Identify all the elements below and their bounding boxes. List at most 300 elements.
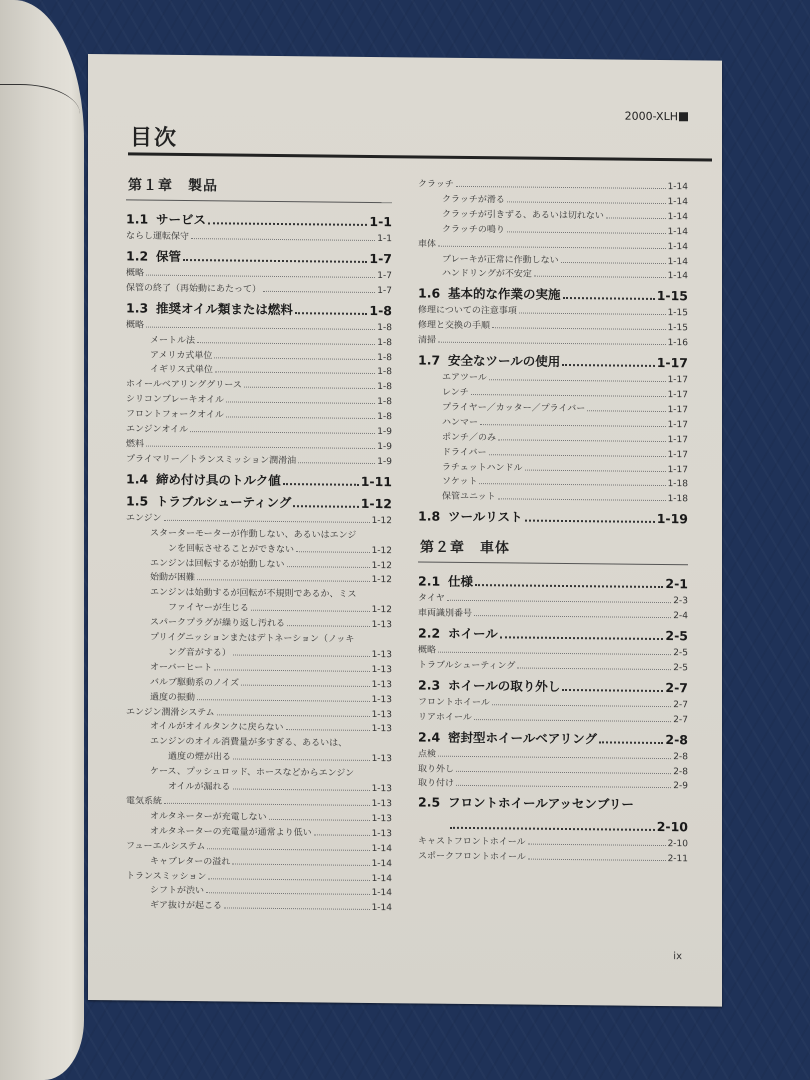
entry-label: スポークフロントホイール xyxy=(418,851,526,863)
entry-label: スパークプラグが繰り返し汚れる xyxy=(150,617,286,630)
dot-leader xyxy=(197,580,370,583)
toc-entry[interactable] xyxy=(418,607,688,625)
dot-leader xyxy=(456,186,666,189)
page-ref: 2-3 xyxy=(673,596,688,607)
page-ref: 1-17 xyxy=(667,404,688,416)
toc-entry[interactable] xyxy=(126,229,392,247)
page-ref: 1-8 xyxy=(377,337,392,348)
entry-label: シフトが渋い xyxy=(150,886,205,897)
page-ref: 1-12 xyxy=(371,575,392,586)
entry-label: 点検 xyxy=(418,749,437,760)
entry-label: フロントホイール xyxy=(418,697,490,709)
dot-leader xyxy=(562,364,654,367)
dot-leader xyxy=(507,231,666,234)
page-ref: 1-14 xyxy=(667,196,688,208)
page-ref: 1-1 xyxy=(377,234,392,245)
page-ref: 1-7 xyxy=(369,250,392,267)
dot-leader xyxy=(534,276,666,278)
dot-leader xyxy=(241,684,369,686)
entry-label: ハンマー xyxy=(442,417,479,428)
entry-label xyxy=(126,490,291,513)
toc-entry[interactable] xyxy=(418,814,688,838)
dot-leader xyxy=(474,719,671,722)
dot-leader xyxy=(208,222,367,226)
dot-leader xyxy=(492,704,671,707)
toc-entry[interactable] xyxy=(418,222,688,240)
page-ref: 1-17 xyxy=(667,375,688,386)
toc-section-heading[interactable] xyxy=(418,350,688,374)
entry-label: 概略 xyxy=(126,268,145,279)
dot-leader xyxy=(226,402,375,405)
section-number: 1.7 xyxy=(418,352,441,368)
page-ref: 2-1 xyxy=(665,576,688,592)
dot-leader xyxy=(456,770,671,773)
page-ref: 1-15 xyxy=(656,288,688,304)
dot-leader xyxy=(286,730,370,732)
dot-leader xyxy=(263,291,375,293)
page-ref: 1-8 xyxy=(377,412,392,423)
page-ref: 1-9 xyxy=(377,441,392,453)
entry-label: トラブルシューティング xyxy=(418,660,516,672)
section-title: フロントホイールアッセンブリー xyxy=(448,795,634,813)
dot-leader xyxy=(197,699,370,702)
toc-entry-wrapped[interactable]: エンジンのオイル消費量が多すぎる、あるいは、 xyxy=(150,737,348,750)
section-title: 締め付け具のトルク値 xyxy=(156,471,281,488)
entry-label xyxy=(126,297,293,320)
dot-leader xyxy=(587,410,665,412)
toc-section-heading[interactable] xyxy=(418,622,688,646)
toc-entry[interactable] xyxy=(126,452,392,470)
section-title: 推奨オイル類または燃料 xyxy=(156,300,293,317)
entry-label: レンチ xyxy=(442,387,469,398)
dot-leader xyxy=(438,342,666,345)
entry-label: オイルがオイルタンクに戻らない xyxy=(150,722,284,734)
page-ref: 1-17 xyxy=(656,355,688,371)
page-ref: 1-13 xyxy=(371,694,392,705)
page-ref: 1-18 xyxy=(667,479,688,490)
entry-label: 車体 xyxy=(418,239,437,250)
toc-entry[interactable] xyxy=(418,490,688,508)
page-ref: 2-8 xyxy=(665,731,688,747)
entry-label: プライヤー／カッター／プライバー xyxy=(442,402,586,415)
page-ref: 1-14 xyxy=(667,271,688,282)
page-ref: 1-8 xyxy=(377,397,392,408)
dot-leader xyxy=(438,652,671,655)
dot-leader xyxy=(164,803,370,806)
page-ref: 1-13 xyxy=(371,709,392,720)
entry-label: エンジン xyxy=(126,513,162,524)
entry-label: キャストフロントホイール xyxy=(418,836,526,848)
section-title: 仕様 xyxy=(448,573,474,590)
toc-section-heading[interactable] xyxy=(126,490,392,514)
entry-label: キャブレターの溢れ xyxy=(150,856,231,868)
page-ref: 1-14 xyxy=(667,226,688,238)
entry-label: 保管の終了（再始動にあたって） xyxy=(126,283,262,295)
entry-label xyxy=(418,506,523,528)
dot-leader xyxy=(562,689,663,692)
page-ref: 1-14 xyxy=(667,211,688,223)
dot-leader xyxy=(233,759,370,761)
page-ref: 1-14 xyxy=(371,873,392,884)
dot-leader xyxy=(450,827,655,831)
entry-label: 車両識別番号 xyxy=(418,608,473,620)
section-title: 密封型ホイールベアリング xyxy=(448,729,598,746)
entry-label: オルタネーターが充電しない xyxy=(150,811,267,823)
toc-entry[interactable] xyxy=(418,334,688,352)
toc-list-right-bottom xyxy=(418,571,688,868)
toc-entry[interactable] xyxy=(418,658,688,676)
dot-leader xyxy=(314,834,370,836)
entry-label: アメリカ式単位 xyxy=(150,350,213,361)
entry-label: クラッチが引きずる、あるいは切れない xyxy=(442,209,604,222)
dot-leader xyxy=(500,636,664,640)
toc-list-left xyxy=(126,208,392,916)
section-title: サービス xyxy=(156,211,207,228)
page-ref: 1-15 xyxy=(667,323,688,334)
dot-leader xyxy=(295,312,368,315)
entry-label xyxy=(126,208,206,230)
page-ref: 1-7 xyxy=(377,270,392,282)
dot-leader xyxy=(438,755,671,758)
dot-leader xyxy=(146,275,375,278)
toc-entry-wrapped[interactable]: プリイグニッションまたはデトネーション（ノッキ xyxy=(150,632,355,645)
dot-leader xyxy=(146,446,375,449)
page-ref: 1-18 xyxy=(667,494,688,505)
page-ref: 2-11 xyxy=(667,854,688,865)
page-ref: 1-11 xyxy=(360,473,392,489)
page-ref: 1-13 xyxy=(371,813,392,825)
page-ref: 1-13 xyxy=(371,784,392,795)
entry-label: シリコンブレーキオイル xyxy=(126,394,225,406)
model-code xyxy=(625,110,688,124)
page-ref: 1-1 xyxy=(369,213,392,230)
entry-label: オーバーヒート xyxy=(150,662,213,674)
toc-entry[interactable] xyxy=(126,281,392,299)
previous-page-curl xyxy=(0,0,84,1080)
entry-label: プライマリー／トランスミッション潤滑油 xyxy=(126,454,297,467)
dot-leader xyxy=(233,654,370,656)
toc-list-right-top xyxy=(418,177,688,529)
dot-leader xyxy=(224,908,370,911)
dot-leader xyxy=(214,357,375,360)
dot-leader xyxy=(214,669,369,672)
dot-leader xyxy=(517,667,671,670)
page-ref: 1-13 xyxy=(371,798,392,810)
dot-leader xyxy=(251,610,370,612)
toc-section-heading[interactable] xyxy=(418,506,688,530)
page-ref: 1-14 xyxy=(667,256,688,267)
entry-label: ンを回転させることができない xyxy=(168,543,295,555)
toc-entry-wrapped[interactable]: スターターモーターが作動しない、あるいはエンジ xyxy=(150,528,357,541)
entry-label: ホイールベアリンググリース xyxy=(126,379,242,391)
dot-leader xyxy=(498,499,666,502)
page-ref: 1-12 xyxy=(371,560,392,571)
square-marker-icon xyxy=(679,112,688,121)
entry-label xyxy=(418,350,560,372)
dot-leader xyxy=(283,483,359,486)
section-number: 1.5 xyxy=(126,493,149,509)
dot-leader xyxy=(599,741,663,744)
section-number: 2.1 xyxy=(418,573,441,589)
page-ref: 2-10 xyxy=(656,819,688,835)
dot-leader xyxy=(244,387,375,389)
page-ref: 1-13 xyxy=(371,620,392,631)
page-ref: 1-9 xyxy=(377,427,392,438)
page-ref: 1-14 xyxy=(371,888,392,899)
entry-label: ング音がする） xyxy=(168,647,231,659)
toc-entry[interactable] xyxy=(126,422,392,440)
page-ref: 1-14 xyxy=(371,843,392,854)
entry-label: ラチェットハンドル xyxy=(442,462,523,474)
page-ref: 1-14 xyxy=(371,903,392,914)
dot-leader xyxy=(183,259,367,263)
page-ref: 1-14 xyxy=(371,858,392,869)
chapter-heading-1: 第１章 製品 xyxy=(126,170,392,203)
page-ref: 1-8 xyxy=(377,352,392,363)
dot-leader xyxy=(498,439,666,442)
page-ref: 2-8 xyxy=(673,751,688,762)
dot-leader xyxy=(525,469,666,471)
entry-label xyxy=(126,468,281,491)
chapter-heading-2: 第２章 車体 xyxy=(418,533,688,566)
toc-section-heading[interactable] xyxy=(126,468,392,492)
entry-label: 修理についての注意事項 xyxy=(418,305,517,317)
dot-leader xyxy=(164,520,370,523)
dot-leader xyxy=(447,600,671,603)
dot-leader xyxy=(438,245,666,248)
entry-label: エンジンは回転するが始動しない xyxy=(150,558,285,570)
page-ref: 2-5 xyxy=(673,648,688,659)
section-title: トラブルシューティング xyxy=(156,493,292,510)
dot-leader xyxy=(191,238,375,241)
entry-label xyxy=(418,622,498,644)
dot-leader xyxy=(293,505,359,508)
toc-entry[interactable] xyxy=(126,899,392,917)
dot-leader xyxy=(563,297,655,300)
page-ref: 1-17 xyxy=(667,419,688,431)
page-ref: 2-8 xyxy=(673,766,688,777)
toc-section-heading[interactable] xyxy=(418,726,688,750)
page-ref: 1-8 xyxy=(377,367,392,378)
toc-entry[interactable] xyxy=(418,267,688,285)
toc-section-heading[interactable] xyxy=(418,674,688,698)
entry-label: クラッチの鳴り xyxy=(442,224,505,236)
page-ref: 1-14 xyxy=(667,182,688,193)
dot-leader xyxy=(528,859,666,861)
dot-leader xyxy=(208,878,369,881)
entry-label: トランスミッション xyxy=(126,870,207,882)
page-ref: 1-13 xyxy=(371,724,392,735)
toc-section-heading[interactable] xyxy=(126,245,392,269)
section-title: ツールリスト xyxy=(448,508,523,525)
entry-label: オイルが漏れる xyxy=(168,781,231,793)
page-ref: 1-7 xyxy=(377,285,392,296)
page-ref: 1-17 xyxy=(667,464,688,475)
page-number: ix xyxy=(673,951,682,963)
dot-leader xyxy=(489,454,666,457)
page-ref: 1-12 xyxy=(371,515,392,526)
entry-label xyxy=(126,245,181,267)
entry-label: エンジン潤滑システム xyxy=(126,706,215,718)
page-ref: 1-12 xyxy=(371,605,392,616)
toc-section-heading[interactable] xyxy=(418,283,688,307)
page-ref: 1-13 xyxy=(371,828,392,839)
entry-label: ソケット xyxy=(442,477,478,488)
dot-leader xyxy=(206,893,370,896)
page-ref: 2-10 xyxy=(667,839,688,850)
toc-section-heading[interactable] xyxy=(418,792,688,816)
entry-label: イギリス式単位 xyxy=(150,365,213,376)
dot-leader xyxy=(525,520,655,523)
dot-leader xyxy=(269,819,370,821)
entry-label: 概略 xyxy=(126,320,145,331)
page-ref: 1-17 xyxy=(667,390,688,401)
entry-label: バルブ駆動系のノイズ xyxy=(150,677,240,689)
dot-leader xyxy=(606,217,666,219)
entry-label: オルタネーターの充電量が通常より低い xyxy=(150,826,312,839)
model-code-text: 2000-XLH xyxy=(624,109,678,124)
dot-leader xyxy=(197,342,375,345)
entry-label: 清掃 xyxy=(418,335,437,346)
page-ref: 2-5 xyxy=(665,628,688,644)
entry-label: ファイヤーが生じる xyxy=(168,603,249,614)
entry-label: 始動が困難 xyxy=(150,573,196,584)
toc-entry-wrapped[interactable]: ケース、プッシュロッド、ホースなどからエンジン xyxy=(150,766,355,779)
dot-leader xyxy=(474,615,671,618)
dot-leader xyxy=(146,326,375,329)
dot-leader xyxy=(528,844,666,846)
page-ref: 2-7 xyxy=(673,699,688,711)
toc-entry[interactable] xyxy=(418,850,688,868)
dot-leader xyxy=(507,201,666,204)
page-ref: 1-14 xyxy=(667,241,688,252)
section-number: 1.3 xyxy=(126,300,149,316)
page-ref: 2-7 xyxy=(673,714,688,726)
entry-label: ハンドリングが不安定 xyxy=(442,269,532,281)
dot-leader xyxy=(207,848,369,851)
entry-label: ギア抜けが起こる xyxy=(150,900,223,912)
page-ref: 1-12 xyxy=(360,495,392,511)
page-ref: 1-9 xyxy=(377,456,392,468)
entry-label xyxy=(418,726,597,749)
toc-section-heading[interactable] xyxy=(126,297,392,321)
section-number: 1.8 xyxy=(418,508,441,524)
title-rule xyxy=(128,152,712,161)
entry-label: 保管ユニット xyxy=(442,492,496,503)
toc-section-heading[interactable] xyxy=(418,571,688,595)
section-number: 1.6 xyxy=(418,285,441,302)
section-title: 基本的な作業の実施 xyxy=(448,286,561,303)
page-title: 目次 xyxy=(130,125,179,151)
dot-leader xyxy=(456,785,671,788)
page-ref: 1-15 xyxy=(667,308,688,319)
entry-label: 取り付け xyxy=(418,778,455,790)
toc-section-heading[interactable] xyxy=(126,208,392,232)
page-ref: 1-8 xyxy=(369,302,392,318)
dot-leader xyxy=(480,424,666,427)
toc-entry[interactable] xyxy=(418,710,688,728)
page-ref: 1-16 xyxy=(667,338,688,349)
page-ref: 2-7 xyxy=(665,679,688,696)
entry-label: ブレーキが正常に作動しない xyxy=(442,254,559,266)
dot-leader xyxy=(215,372,375,375)
section-title: 安全なツールの使用 xyxy=(448,352,561,370)
dot-leader xyxy=(479,484,665,487)
entry-label: フロントフォークオイル xyxy=(126,409,224,421)
page-ref: 1-13 xyxy=(371,649,392,661)
entry-label: 電気系統 xyxy=(126,796,163,807)
dot-leader xyxy=(519,313,666,316)
section-title: ホイール xyxy=(448,625,498,642)
section-number: 2.5 xyxy=(418,794,441,811)
entry-label: タイヤ xyxy=(418,593,445,604)
entry-label: 取り外し xyxy=(418,764,455,775)
entry-label xyxy=(418,571,473,593)
entry-label: 燃料 xyxy=(126,439,145,450)
dot-leader xyxy=(475,584,663,588)
dot-leader xyxy=(298,462,375,464)
dot-leader xyxy=(489,379,666,382)
toc-left-column xyxy=(126,170,392,916)
entry-label: 概略 xyxy=(418,645,437,656)
dot-leader xyxy=(217,714,370,717)
entry-label: ポンチ／のみ xyxy=(442,432,497,443)
entry-label: エアツール xyxy=(442,372,487,384)
entry-label: 過度の煙が出る xyxy=(168,752,232,763)
dot-leader xyxy=(226,417,375,420)
dot-leader xyxy=(561,261,666,263)
toc-entry-wrapped[interactable]: エンジンは始動するが回転が不規則であるか、ミス xyxy=(150,587,357,601)
dot-leader xyxy=(190,431,375,434)
section-number: 1.1 xyxy=(126,211,149,227)
section-number: 1.4 xyxy=(126,471,149,487)
toc-page xyxy=(88,54,722,1007)
entry-label: メートル法 xyxy=(150,335,196,346)
page-ref: 1-12 xyxy=(371,545,392,556)
section-number: 1.2 xyxy=(126,248,149,264)
page-ref: 1-19 xyxy=(656,511,688,527)
entry-label: ドライバー xyxy=(442,447,487,458)
section-title: ホイールの取り外し xyxy=(448,677,561,694)
section-number: 2.2 xyxy=(418,625,441,641)
section-number: 2.3 xyxy=(418,677,441,693)
dot-leader xyxy=(492,327,666,330)
page-ref: 1-13 xyxy=(371,679,392,690)
entry-label: クラッチ xyxy=(418,179,454,190)
dot-leader xyxy=(232,863,369,865)
entry-label: 修理と交換の手順 xyxy=(418,320,491,332)
entry-label: リアホイール xyxy=(418,712,472,723)
dot-leader xyxy=(287,566,370,568)
toc-right-column xyxy=(418,177,688,867)
toc-entry[interactable] xyxy=(418,319,688,337)
entry-label: ならし運転保守 xyxy=(126,231,190,243)
section-title: 保管 xyxy=(156,248,182,264)
page-ref: 1-8 xyxy=(377,382,392,393)
entry-label xyxy=(418,674,560,696)
section-number: 2.4 xyxy=(418,729,441,745)
page-ref: 1-17 xyxy=(667,449,688,460)
dot-leader xyxy=(471,394,666,397)
dot-leader xyxy=(287,625,370,627)
dot-leader xyxy=(296,551,370,553)
page-ref: 1-8 xyxy=(377,322,392,333)
entry-label: クラッチが滑る xyxy=(442,194,505,206)
page-ref: 2-4 xyxy=(673,611,688,622)
dot-leader xyxy=(233,789,370,791)
entry-label: 過度の振動 xyxy=(150,692,196,703)
page-ref: 1-17 xyxy=(667,434,688,445)
